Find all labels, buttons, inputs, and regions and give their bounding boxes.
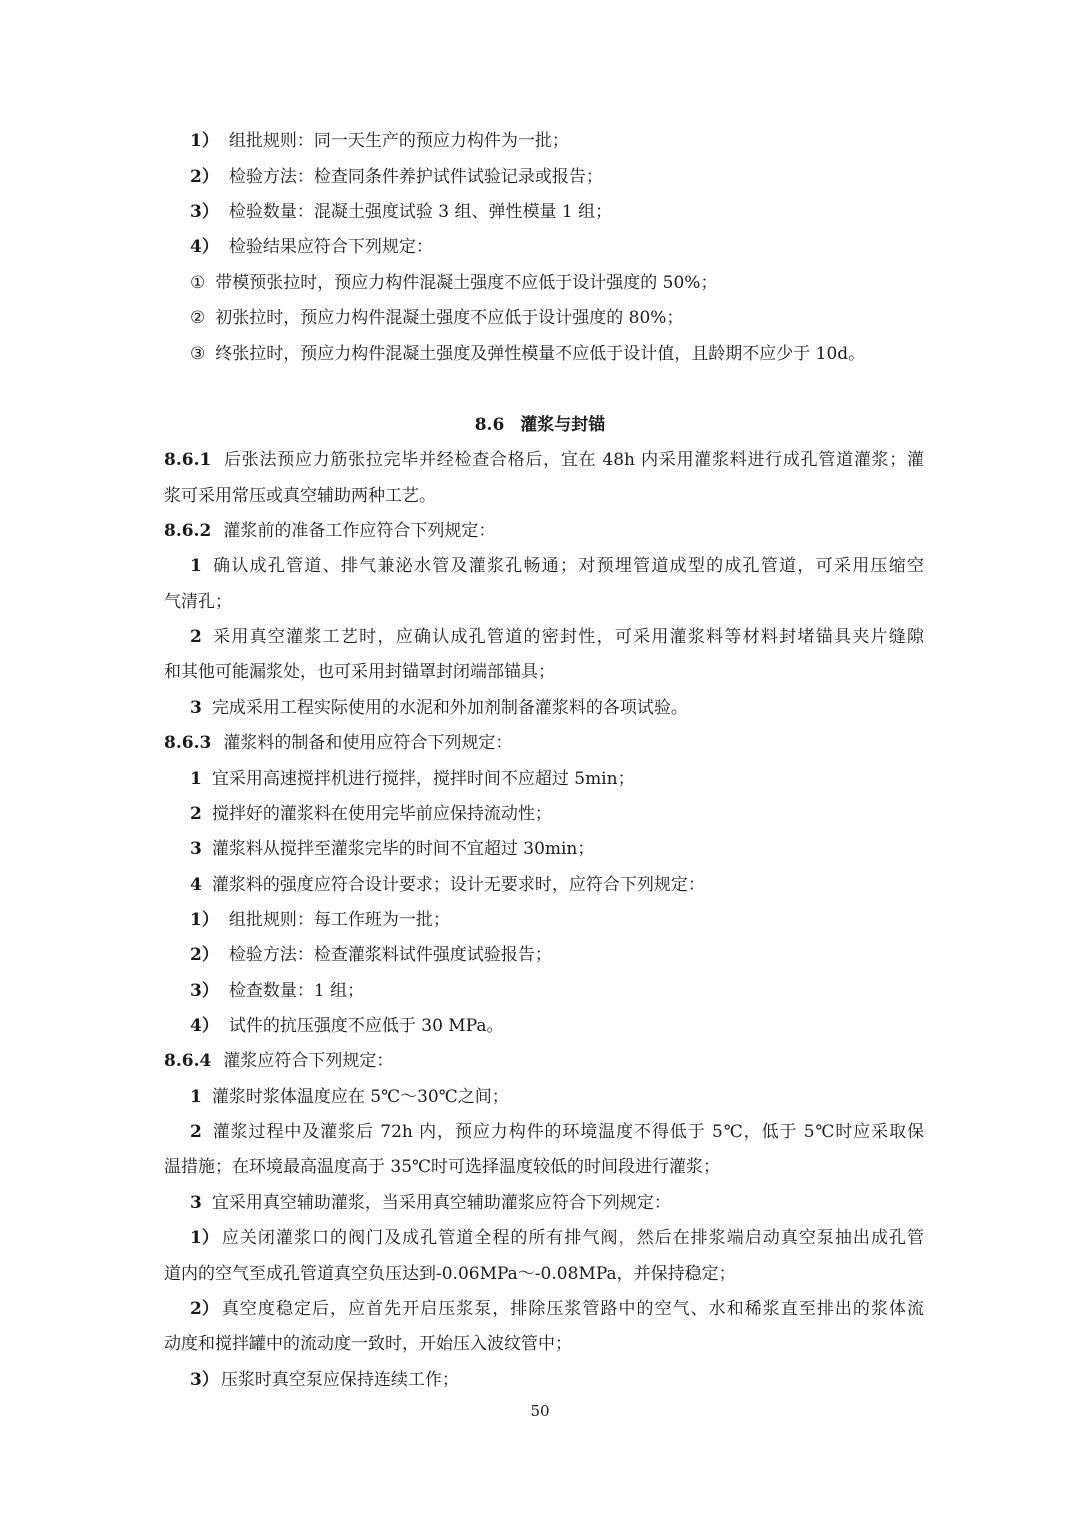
- item-text: 动度和搅拌罐中的流动度一致时，开始压入波纹管中；: [164, 1334, 572, 1354]
- clause-number: 8.6.4: [164, 1051, 212, 1071]
- list-item: [190, 1085, 924, 1109]
- item-number: 3: [190, 698, 202, 718]
- list-item: [190, 1191, 924, 1215]
- item-number: 1）: [190, 910, 219, 930]
- list-item: [190, 1226, 924, 1250]
- list-item: [190, 342, 924, 366]
- list-item: [190, 129, 924, 153]
- item-number: 1: [190, 556, 202, 576]
- item-text: 检验方法：检查同条件养护试件试验记录或报告；: [228, 167, 603, 187]
- item-number: 4: [190, 875, 202, 895]
- clause-text: 灌浆应符合下列规定：: [223, 1051, 394, 1071]
- section-heading: [0, 413, 1080, 437]
- red-comma: ，: [618, 1228, 637, 1248]
- list-item: [190, 943, 924, 967]
- item-number: 1）: [190, 131, 219, 151]
- list-item: [190, 979, 924, 1003]
- list-item: [190, 1014, 924, 1038]
- list-item: [190, 696, 924, 720]
- item-text: 然后在排浆端启动真空泵抽出成孔管: [636, 1228, 924, 1248]
- clause-continuation: [164, 484, 924, 508]
- list-item: [190, 306, 924, 330]
- item-text: 初张拉时，预应力构件混凝土强度不应低于设计强度的 80%；: [215, 308, 684, 328]
- item-number: 1: [190, 1087, 202, 1107]
- item-text: 宜采用高速搅拌机进行搅拌，搅拌时间不应超过 5min；: [211, 769, 635, 789]
- item-number: 3）: [190, 981, 219, 1001]
- item-number: 2: [190, 627, 202, 647]
- item-text: 应关闭灌浆口的阀门及成孔管道全程的所有排气阀: [220, 1228, 619, 1248]
- item-text: 真空度稳定后，应首先开启压浆泵，排除压浆管路中的空气、水和稀浆直至排出的浆体流: [220, 1299, 924, 1319]
- item-number: 3）: [190, 1370, 219, 1390]
- clause-text: 浆可采用常压或真空辅助两种工艺。: [164, 486, 436, 506]
- item-continuation: [164, 590, 924, 614]
- item-number: 3: [190, 1193, 202, 1213]
- clause-text: 后张法预应力筋张拉完毕并经检查合格后，宜在 48h 内采用灌浆料进行成孔管道灌浆；灌: [223, 450, 924, 470]
- list-item: [190, 200, 924, 224]
- item-text: 气清孔；: [164, 592, 232, 612]
- item-text: 终张拉时，预应力构件混凝土强度及弹性模量不应低于设计值，且龄期不应少于 10d。: [215, 344, 866, 364]
- item-text: 宜采用真空辅助灌浆，当采用真空辅助灌浆应符合下列规定：: [211, 1193, 671, 1213]
- item-number: 2）: [190, 945, 219, 965]
- clause-8-6-1: [164, 448, 924, 472]
- item-number: 1: [190, 769, 202, 789]
- list-item: [190, 235, 924, 259]
- item-text: 温措施；在环境最高温度高于 35℃时可选择温度较低的时间段进行灌浆；: [164, 1157, 721, 1177]
- item-number: 2）: [190, 167, 219, 187]
- item-number: ③: [190, 344, 206, 364]
- item-text: 和其他可能漏浆处，也可采用封锚罩封闭端部锚具；: [164, 662, 555, 682]
- item-text: 检查数量：1 组；: [228, 981, 365, 1001]
- clause-8-6-3: [164, 731, 924, 755]
- list-item: [190, 554, 924, 578]
- item-text: 灌浆过程中及灌浆后 72h 内，预应力构件的环境温度不得低于 5℃，低于 5℃时应采取保: [211, 1122, 924, 1142]
- item-text: 采用真空灌浆工艺时，应确认成孔管道的密封性，可采用灌浆料等材料封堵锚具夹片缝隙: [211, 627, 924, 647]
- list-item: [190, 1297, 924, 1321]
- item-text: 灌浆料从搅拌至灌浆完毕的时间不宜超过 30min；: [211, 839, 595, 859]
- clause-text: 灌浆料的制备和使用应符合下列规定：: [223, 733, 513, 753]
- item-number: 2: [190, 804, 202, 824]
- list-item: [190, 908, 924, 932]
- clause-number: 8.6.1: [164, 450, 212, 470]
- item-text: 检验结果应符合下列规定：: [228, 237, 433, 257]
- item-continuation: [164, 1155, 924, 1179]
- section-title: 灌浆与封锚: [520, 415, 606, 435]
- item-text: 试件的抗压强度不应低于 30 MPa。: [228, 1016, 504, 1036]
- list-item: [190, 802, 924, 826]
- clause-8-6-4: [164, 1049, 924, 1073]
- item-text: 灌浆料的强度应符合设计要求；设计无要求时，应符合下列规定：: [211, 875, 705, 895]
- item-continuation: [164, 1262, 924, 1286]
- item-number: 1）: [190, 1228, 219, 1248]
- section-number: 8.6: [474, 415, 505, 435]
- item-number: 4）: [190, 1016, 219, 1036]
- clause-text: 灌浆前的准备工作应符合下列规定：: [223, 521, 496, 541]
- list-item: [190, 165, 924, 189]
- item-continuation: [164, 660, 924, 684]
- list-item: [190, 625, 924, 649]
- list-item: [190, 767, 924, 791]
- clause-number: 8.6.2: [164, 521, 212, 541]
- page-number: 50: [530, 1402, 550, 1420]
- list-item: [190, 1120, 924, 1144]
- item-text: 组批规则：同一天生产的预应力构件为一批；: [228, 131, 569, 151]
- item-text: 灌浆时浆体温度应在 5℃～30℃之间；: [211, 1087, 509, 1107]
- item-text: 检验方法：检查灌浆料试件强度试验报告；: [228, 945, 552, 965]
- list-item: [190, 1368, 924, 1392]
- item-number: 3）: [190, 202, 219, 222]
- item-continuation: [164, 1332, 924, 1356]
- item-number: ②: [190, 308, 206, 328]
- list-item: [190, 271, 924, 295]
- item-text: 搅拌好的灌浆料在使用完毕前应保持流动性；: [211, 804, 552, 824]
- item-number: 2: [190, 1122, 202, 1142]
- item-text: 检验数量：混凝土强度试验 3 组、弹性模量 1 组；: [228, 202, 613, 222]
- clause-8-6-2: [164, 519, 924, 543]
- list-item: [190, 837, 924, 861]
- item-text: 带模预张拉时，预应力构件混凝土强度不应低于设计强度的 50%；: [215, 273, 718, 293]
- item-text: 组批规则：每工作班为一批；: [228, 910, 450, 930]
- item-number: 4）: [190, 237, 219, 257]
- item-text: 压浆时真空泵应保持连续工作；: [220, 1370, 459, 1390]
- item-number: 2）: [190, 1299, 219, 1319]
- item-text: 确认成孔管道、排气兼泌水管及灌浆孔畅通；对预埋管道成型的成孔管道，可采用压缩空: [211, 556, 924, 576]
- item-text: 道内的空气至成孔管道真空负压达到-0.06MPa～-0.08MPa，并保持稳定；: [164, 1264, 736, 1284]
- item-text: 完成采用工程实际使用的水泥和外加剂制备灌浆料的各项试验。: [211, 698, 688, 718]
- item-number: ①: [190, 273, 206, 293]
- item-number: 3: [190, 839, 202, 859]
- list-item: [190, 873, 924, 897]
- clause-number: 8.6.3: [164, 733, 212, 753]
